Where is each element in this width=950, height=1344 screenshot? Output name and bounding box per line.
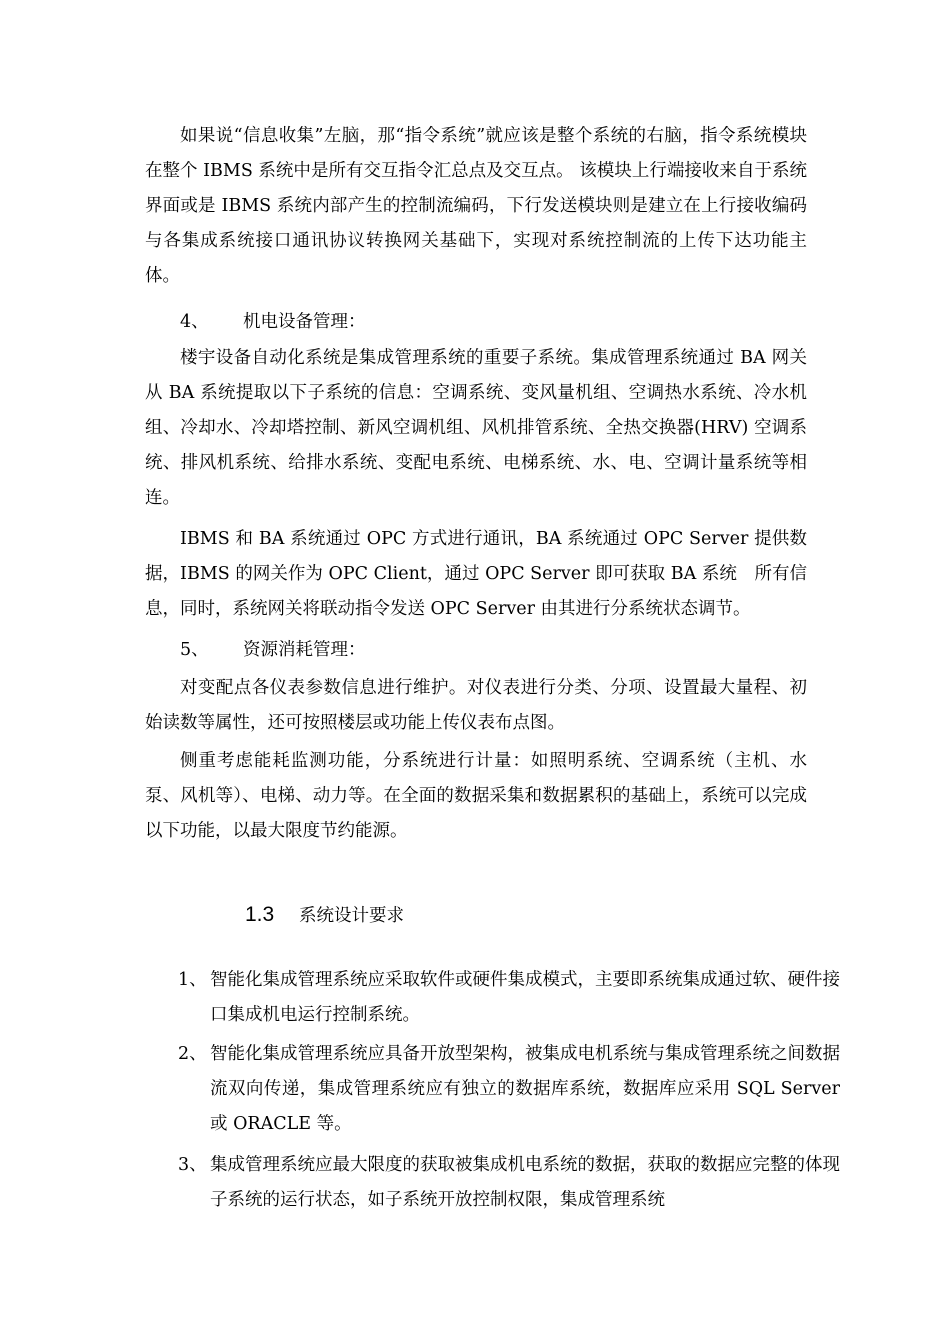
paragraph-meter-maintenance: 对变配点各仪表参数信息进行维护。对仪表进行分类、分项、设置最大量程、初始读数等属性，还可按照楼层或功能上传仪表布点图。 — [145, 678, 807, 733]
heading-title: 机电设备管理： — [243, 312, 366, 332]
paragraph-energy-monitoring: 侧重考虑能耗监测功能，分系统进行计量：如照明系统、空调系统（主机、水泵、风机等）、电梯、动力等。在全面的数据采集和数据累积的基础上，系统可以完成以下功能，以最大限度节约能源。 — [145, 751, 807, 841]
section-title: 系统设计要求 — [299, 906, 404, 926]
list-item — [178, 963, 840, 1033]
paragraph-ba-system: 楼宇设备自动化系统是集成管理系统的重要子系统。集成管理系统通过 BA 网关从 BA 系统提取以下子系统的信息：空调系统、变风量机组、空调热水系统、冷水机组、冷却水、冷却塔控制、新风空调机组、风机排管系统、全热交换器(HRV) 空调系统、排风机系统、给排水系统、变配电系统、电梯系统、水、电、空调计量系统等相连。 — [145, 348, 807, 508]
list-item-number: 1、 — [178, 970, 207, 990]
paragraph-command-system: 如果说“信息收集”左脑，那“指令系统”就应该是整个系统的右脑，指令系统模块在整个 IBMS 系统中是所有交互指令汇总点及交互点。 该模块上行端接收来自于系统界面或是 IBMS 系统内部产生的控制流编码，下行发送模块则是建立在上行接收编码与各集成系统接口通讯协议转换网关基础下，实现对系统控制流的上传下达功能主体。 — [145, 126, 807, 286]
list-item-number: 2、 — [178, 1044, 207, 1064]
section-number: 1.3 — [245, 903, 275, 926]
heading-resource-management — [180, 633, 366, 668]
list-item-text: 智能化集成管理系统应具备开放型架构，被集成电机系统与集成管理系统之间数据流双向传递，集成管理系统应有独立的数据库系统，数据库应采用 SQL Server 或 ORACLE 等。 — [210, 1044, 840, 1134]
heading-mep-management — [180, 305, 366, 340]
list-item — [178, 1148, 840, 1218]
heading-number: 4、 — [180, 312, 209, 332]
heading-number: 5、 — [180, 640, 209, 660]
paragraph-opc-communication: IBMS 和 BA 系统通过 OPC 方式进行通讯，BA 系统通过 OPC Server 提供数据，IBMS 的网关作为 OPC Client，通过 OPC Server 即可获取 BA 系统 所有信息，同时，系统网关将联动指令发送 OPC Server 由其进行分系统状态调节。 — [145, 529, 807, 619]
list-item-text: 智能化集成管理系统应采取软件或硬件集成模式，主要即系统集成通过软、硬件接口集成机电运行控制系统。 — [210, 970, 840, 1025]
section-heading — [245, 902, 404, 927]
list-item-number: 3、 — [178, 1155, 207, 1175]
list-item-text: 集成管理系统应最大限度的获取被集成机电系统的数据，获取的数据应完整的体现子系统的运行状态，如子系统开放控制权限，集成管理系统 — [210, 1155, 840, 1210]
list-item — [178, 1037, 840, 1142]
heading-title: 资源消耗管理： — [243, 640, 366, 660]
